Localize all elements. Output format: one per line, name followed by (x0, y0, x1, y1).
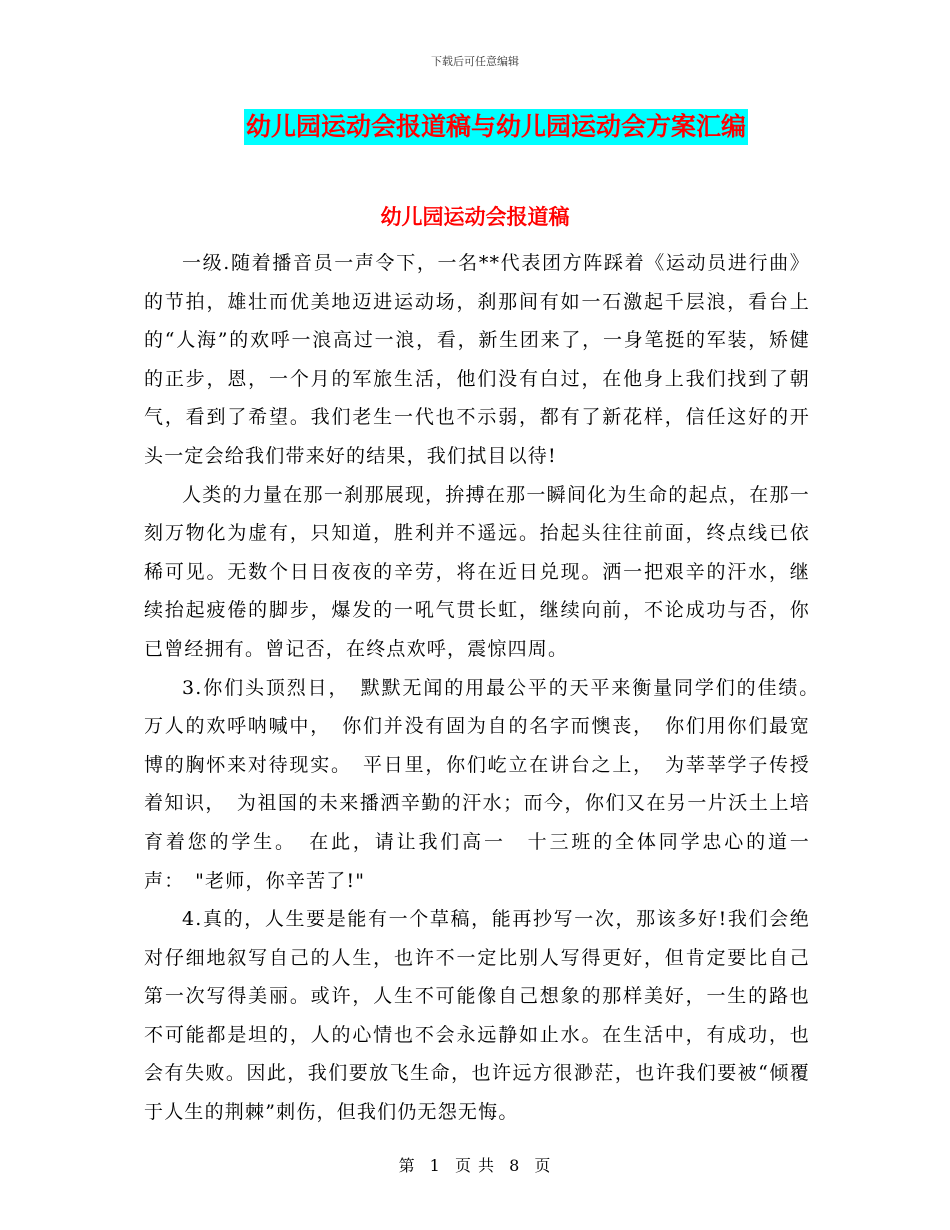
footer-prefix: 第 (398, 1156, 416, 1175)
document-title-container (0, 109, 950, 145)
footer-middle: 页 共 (454, 1156, 496, 1175)
section-title: 幼儿园运动会报道稿 (380, 204, 570, 229)
page-header-note: 下载后可任意编辑 (431, 55, 519, 68)
footer-total-pages: 8 (509, 1156, 521, 1175)
article-body (144, 244, 831, 1132)
paragraph-1: 一级.随着播音员一声令下，一名**代表团方阵踩着《运动员进行曲》的节拍，雄壮而优美地迈进运动场，刹那间有如一石激起千层浪，看台上的“人海”的欢呼一浪高过一浪，看，新生团来了，一身笔挺的军装，矫健的正步，恩，一个月的军旅生活，他们没有白过，在他身上我们找到了朝气，看到了希望。我们老生一代也不示弱，都有了新花样，信任这好的开头一定会给我们带来好的结果，我们拭目以待! (144, 252, 810, 467)
document-title: 幼儿园运动会报道稿与幼儿园运动会方案汇编 (244, 109, 748, 145)
footer-current-page: 1 (429, 1156, 441, 1175)
footer-suffix: 页 (534, 1156, 552, 1175)
paragraph-3: 3.你们头顶烈日， 默默无闻的用最公平的天平来衡量同学们的佳绩。 万人的欢呼呐喊中， 你们并没有固为自的名字而懊丧， 你们用你们最宽博的胸怀来对待现实。 平日里，你们屹立在讲台之上， 为莘莘学子传授着知识， 为祖国的未来播洒辛勤的汗水；而今，你们又在另一片沃土上培育着您的学生。 在此，请让我们高一 十三班的全体同学忠心的道一声： "老师，你辛苦了!" (144, 676, 831, 892)
paragraph-4: 4.真的，人生要是能有一个草稿，能再抄写一次，那该多好!我们会绝对仔细地叙写自己的人生，也许不一定比别人写得更好，但肯定要比自己第一次写得美丽。或许，人生不可能像自己想象的那样美好，一生的路也不可能都是坦的，人的心情也不会永远静如止水。在生活中，有成功，也会有失败。因此，我们要放飞生命，也许远方很渺茫，也许我们要被“倾覆于人生的荆棘”刺伤，但我们仍无怨无悔。 (144, 908, 810, 1124)
page-footer (0, 1153, 950, 1176)
paragraph-2: 人类的力量在那一刹那展现，拚搏在那一瞬间化为生命的起点，在那一刻万物化为虚有，只知道，胜利并不遥远。抬起头往往前面，终点线已依稀可见。无数个日日夜夜的辛劳，将在近日兑现。洒一把艰辛的汗水，继续抬起疲倦的脚步，爆发的一吼气贯长虹，继续向前，不论成功与否，你已曾经拥有。曾记否，在终点欢呼，震惊四周。 (144, 483, 810, 660)
